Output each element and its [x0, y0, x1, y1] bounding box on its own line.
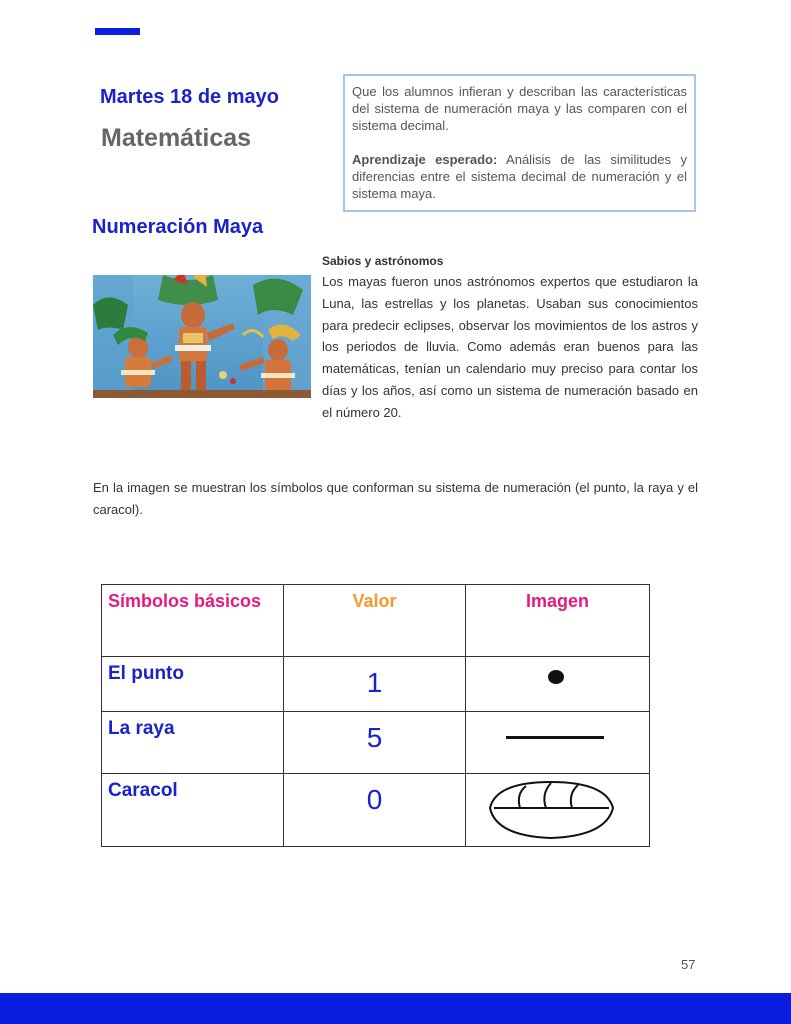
expected-learning-label: Aprendizaje esperado:	[352, 152, 498, 167]
objective-text: Que los alumnos infieran y describan las características del sistema de numeración maya y las comparen con el sistema decimal.	[352, 84, 687, 133]
top-accent-bar	[95, 28, 140, 35]
page-number: 57	[681, 957, 696, 972]
bottom-footer-bar	[0, 993, 791, 1024]
section-title: Numeración Maya	[92, 216, 264, 238]
table-header-row	[102, 585, 650, 657]
row-value-bar-text: 5	[366, 722, 383, 753]
article-body: Los mayas fueron unos astrónomos expertos que estudiaron la Luna, las estrellas y los planetas. Usaban sus conocimientos para predecir eclipses, observar los movimientos de los astros y los periodos de lluvia. Como además eran buenos para las matemáticas, tenían un calendario muy preciso para contar los días y los años, así como un sistema de numeración basado en el número 20.	[322, 274, 698, 420]
row-value-dot	[284, 657, 466, 712]
row-image-shell	[466, 774, 650, 847]
objective-box	[343, 74, 696, 212]
table-row	[102, 774, 650, 847]
row-image-bar	[466, 712, 650, 774]
expected-learning	[352, 151, 687, 202]
row-value-dot-text: 1	[366, 667, 383, 698]
row-value-shell-text: 0	[366, 784, 383, 815]
row-name-dot: El punto	[102, 657, 284, 712]
table-row	[102, 712, 650, 774]
dot-symbol-icon	[466, 657, 649, 710]
row-name-shell: Caracol	[102, 774, 284, 847]
expected-learning-text: Análisis de las similitudes y diferencias entre el sistema decimal de numeración y el sistema maya.	[352, 152, 687, 201]
header-image: Imagen	[466, 585, 650, 657]
row-name-bar: La raya	[102, 712, 284, 774]
shell-symbol-icon	[466, 774, 649, 845]
header-value: Valor	[284, 585, 466, 657]
table-row	[102, 657, 650, 712]
lesson-date: Martes 18 de mayo	[100, 86, 279, 108]
intro-paragraph: En la imagen se muestran los símbolos que conforman su sistema de numeración (el punto, la raya y el caracol).	[93, 480, 698, 517]
row-image-dot	[466, 657, 650, 712]
maya-symbols-table	[101, 584, 650, 847]
bar-symbol-icon	[466, 712, 649, 772]
row-value-shell	[284, 774, 466, 847]
article-title: Sabios y astrónomos	[322, 254, 444, 268]
lesson-subject: Matemáticas	[101, 124, 252, 152]
header-symbols: Símbolos básicos	[102, 585, 284, 657]
maya-mural-image	[93, 275, 311, 398]
row-value-bar	[284, 712, 466, 774]
